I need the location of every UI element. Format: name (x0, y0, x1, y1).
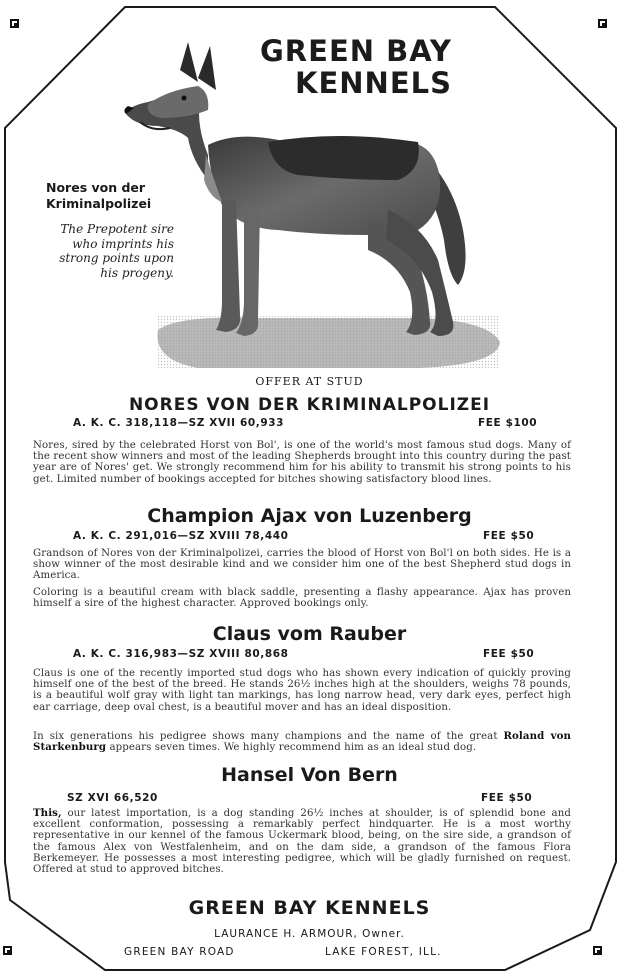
footer-address-street: GREEN BAY ROAD (124, 946, 235, 958)
footer-address-city: LAKE FOREST, ILL. (325, 946, 442, 958)
offer-heading: OFFER AT STUD (255, 375, 364, 388)
photo-caption-name (46, 180, 151, 212)
footer-brand: GREEN BAY KENNELS (188, 897, 431, 919)
dog-registration: A. K. C. 291,016—SZ XVIII 78,440 (73, 530, 289, 542)
dog-fee: FEE $50 (483, 530, 535, 542)
brand-title-line1: GREEN BAY (260, 34, 452, 68)
description-body: our latest importation, is a dog standing 26½ inches at shoulder, is of splendid bone and excellent conformation, possessing a remarkably perfect hindquarter. He is a most worthy representative in our kennel of the famous Uckermark blood, being, on the sire side, a grandson of the famous Alex von Westfalenheim, and on the dam side, a grandson of the famous Flora Berkemeyer. He possesses a most interesting pedigree, which will be gladly furnished on request. Offered at stud to approved bitches. (33, 808, 571, 876)
pedigree-text-end: appears seven times. We highly recommend him as an ideal stud dog. (109, 742, 477, 754)
dog-name-ajax: Champion Ajax von Luzenberg (147, 505, 472, 527)
dog-description: Claus is one of the recently imported stud dogs who has shown every indication of quickly proving himself one of the best of the breed. He stands 26½ inches high at the shoulders, weighs 78 pounds, is a beautiful wolf gray with light tan markings, has long narrow head, very dark eyes, perfect high ear carriage, deep oval chest, is a beautiful mover and has an ideal disposition. (33, 668, 571, 713)
dog-description: Grandson of Nores von der Kriminalpolizei, carries the blood of Horst von Bol'l on both sides. He is a show winner of the most desirable kind and we consider him one of the best Shepherd stud dogs in America. (33, 548, 571, 582)
pedigree-sire-name: Roland von Starkenburg (33, 730, 571, 754)
corner-ornament-icon (10, 19, 19, 28)
pedigree-text: In six generations his pedigree shows many champions and the name of the great (33, 731, 498, 742)
dog-fee: FEE $100 (478, 417, 538, 429)
caption-name-line1: Nores von der (46, 180, 146, 195)
dog-registration: A. K. C. 318,118—SZ XVII 60,933 (73, 417, 285, 429)
brand-title-line2: KENNELS (295, 66, 452, 100)
dog-name-nores: NORES VON DER KRIMINALPOLIZEI (128, 395, 491, 415)
dog-registration: SZ XVI 66,520 (67, 792, 158, 804)
dog-name-hansel: Hansel Von Bern (221, 764, 398, 786)
corner-ornament-icon (593, 946, 602, 955)
dog-pedigree (33, 731, 571, 753)
corner-ornament-icon (3, 946, 12, 955)
dog-fee: FEE $50 (483, 648, 535, 660)
dog-description: Coloring is a beautiful cream with black saddle, presenting a flashy appearance. Ajax has proven himself a sire of the highest character. Approved bookings only. (33, 587, 571, 610)
dog-name-claus: Claus vom Rauber (212, 623, 407, 645)
photo-caption-quote: The Prepotent sire who imprints his strong points upon his progeny. (59, 222, 174, 280)
description-lead: This, (33, 807, 62, 819)
dog-fee: FEE $50 (481, 792, 533, 804)
dog-registration: A. K. C. 316,983—SZ XVIII 80,868 (73, 648, 289, 660)
footer-owner: LAURANCE H. ARMOUR, Owner. (214, 928, 405, 940)
dog-description (33, 808, 571, 875)
caption-name-line2: Kriminalpolizei (46, 196, 152, 211)
corner-ornament-icon (598, 19, 607, 28)
dog-description: Nores, sired by the celebrated Horst von Bol', is one of the world's most famous stud dogs. Many of the recent show winners and most of the leading Shepherds brought into this country during the past year are of Nores' get. We strongly recommend him for his ability to transmit his strong points to his get. Limited number of bookings accepted for bitches showing satisfactory blood lines. (33, 440, 571, 485)
